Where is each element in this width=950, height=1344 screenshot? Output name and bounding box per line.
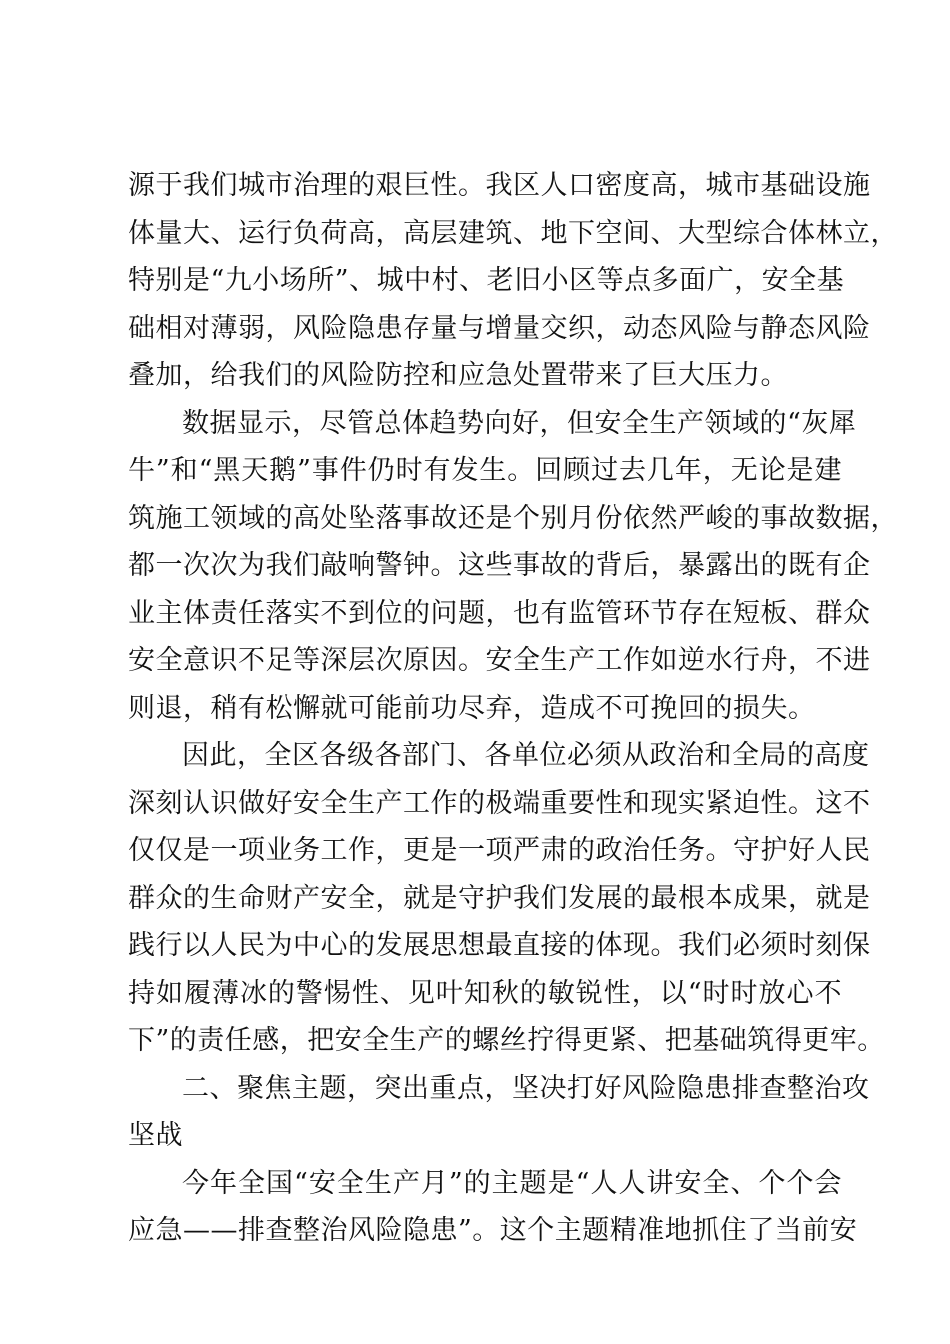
text-line: 业主体责任落实不到位的问题，也有监管环节存在短板、群众 xyxy=(128,597,871,629)
text-line: 持如履薄冰的警惕性、见叶知秋的敏锐性，以“时时放心不 xyxy=(128,977,842,1009)
text-line: 牛”和“黑天鹅”事件仍时有发生。回顾过去几年，无论是建 xyxy=(128,455,842,486)
text-line: 都一次次为我们敲响警钟。这些事故的背后，暴露出的既有企 xyxy=(128,550,871,581)
text-line: 仅仅是一项业务工作，更是一项严肃的政治任务。守护好人民 xyxy=(128,835,871,866)
text-line: 特别是“九小场所”、城中村、老旧小区等点多面广，安全基 xyxy=(128,265,845,296)
text-line: 应急——排查整治风险隐患”。这个主题精准地抓住了当前安 xyxy=(128,1215,858,1246)
text-line: 二、聚焦主题，突出重点，坚决打好风险隐患排查整治攻 xyxy=(182,1072,870,1104)
text-line: 叠加，给我们的风险防控和应急处置带来了巨大压力。 xyxy=(128,360,788,391)
text-line: 数据显示，尽管总体趋势向好，但安全生产领域的“灰犀 xyxy=(182,407,857,439)
text-line: 源于我们城市治理的艰巨性。我区人口密度高，城市基础设施 xyxy=(128,170,871,201)
text-line: 则退，稍有松懈就可能前功尽弃，造成不可挽回的损失。 xyxy=(128,692,816,724)
text-line: 安全意识不足等深层次原因。安全生产工作如逆水行舟，不进 xyxy=(128,645,871,676)
document-body xyxy=(128,162,898,1255)
text-line: 筑施工领域的高处坠落事故还是个别月份依然严峻的事故数据， xyxy=(128,502,898,534)
text-line: 践行以人民为中心的发展思想最直接的体现。我们必须时刻保 xyxy=(128,930,871,961)
text-line: 下”的责任感，把安全生产的螺丝拧得更紧、把基础筑得更牢。 xyxy=(128,1025,885,1056)
text-line: 群众的生命财产安全，就是守护我们发展的最根本成果，就是 xyxy=(128,882,871,914)
text-line: 坚战 xyxy=(128,1120,183,1151)
text-line: 今年全国“安全生产月”的主题是“人人讲安全、个个会 xyxy=(182,1167,842,1199)
text-line: 体量大、运行负荷高，高层建筑、地下空间、大型综合体林立， xyxy=(128,217,898,249)
text-line: 因此，全区各级各部门、各单位必须从政治和全局的高度 xyxy=(182,740,870,771)
text-line: 础相对薄弱，风险隐患存量与增量交织，动态风险与静态风险 xyxy=(128,312,871,344)
text-line: 深刻认识做好安全生产工作的极端重要性和现实紧迫性。这不 xyxy=(128,787,871,819)
